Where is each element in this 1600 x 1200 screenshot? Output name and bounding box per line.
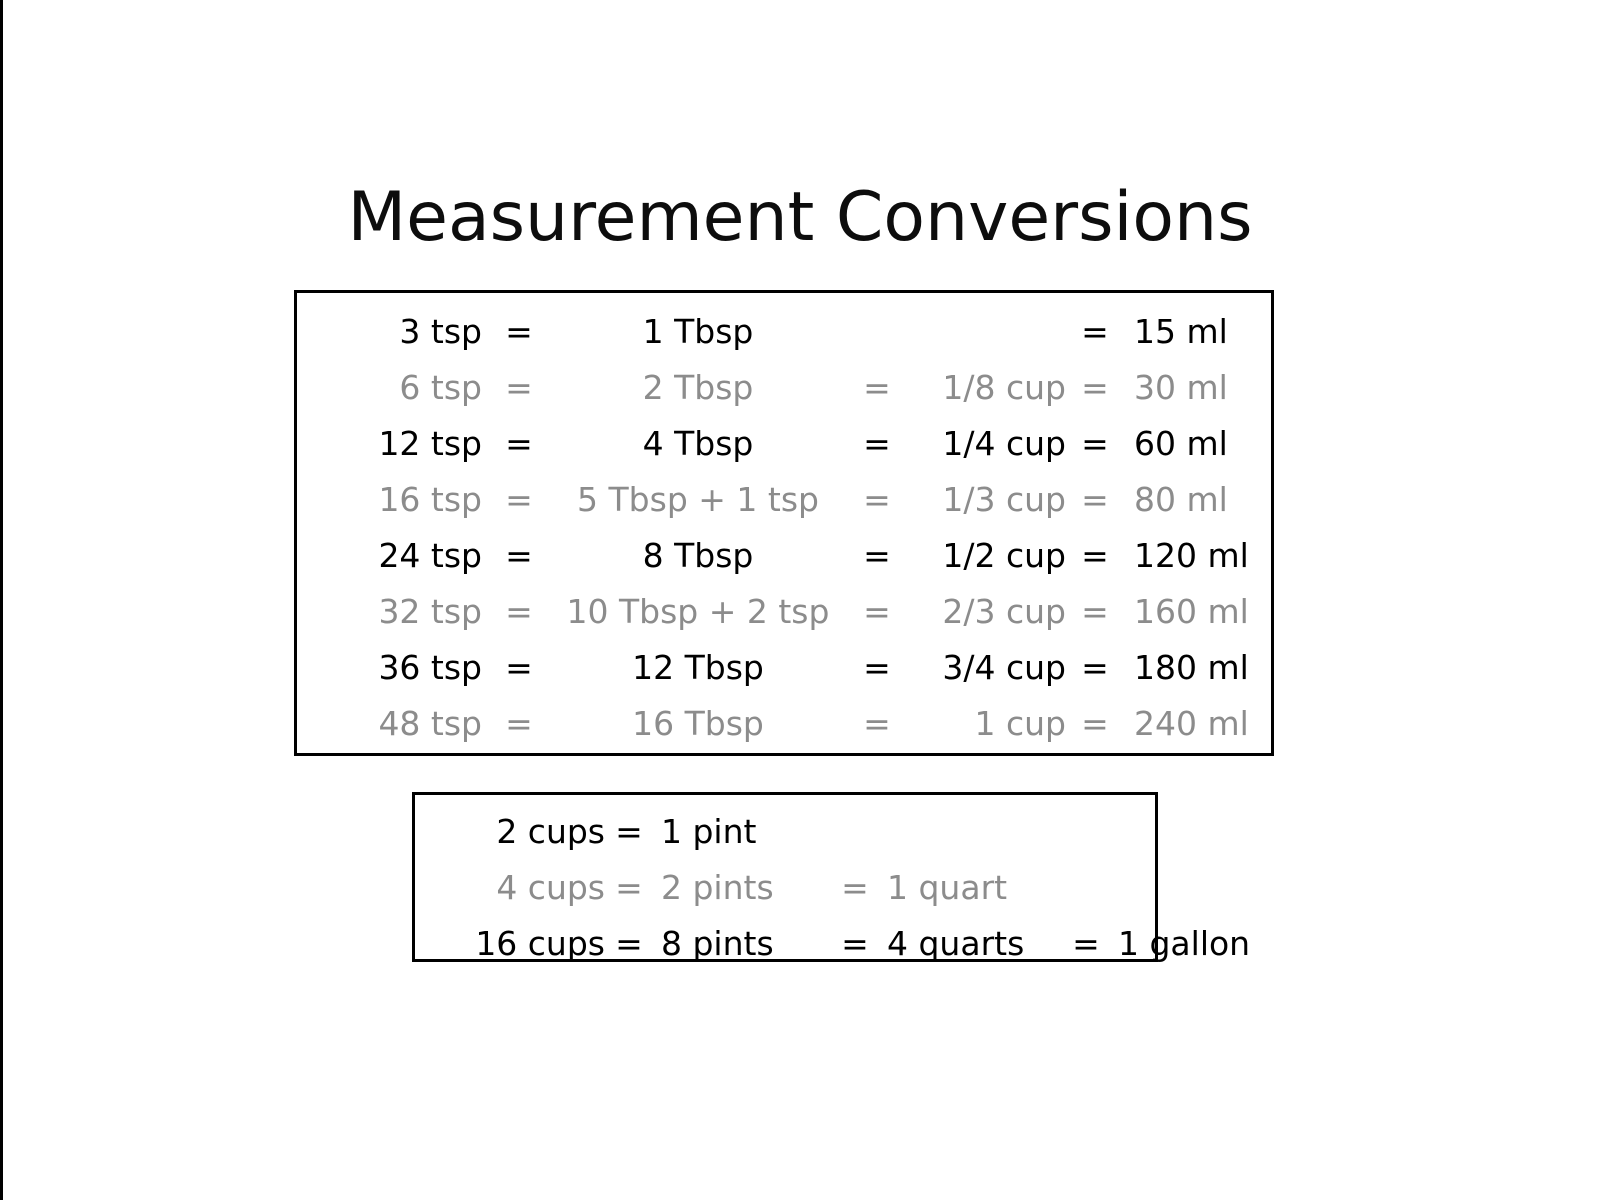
cell-equals-3: = [1081, 703, 1109, 743]
cell-tbsp: 4 Tbsp [642, 423, 754, 463]
cell-ml: 160 ml [1134, 591, 1249, 631]
cell-ml: 240 ml [1134, 703, 1249, 743]
table-row [297, 415, 1284, 471]
cell-equals-2: = [841, 923, 869, 963]
volume-conversion-box [412, 792, 1251, 963]
cell-equals-3 [1062, 859, 1110, 915]
cell-equals-1: = [505, 311, 533, 351]
teaspoon-conversion-box [294, 290, 1274, 756]
cell-equals-2: = [863, 591, 891, 631]
cell-quarts: 4 quarts [887, 923, 1025, 963]
table-row [297, 303, 1284, 359]
cell-equals-3: = [1081, 591, 1109, 631]
cell-equals-3: = [1081, 311, 1109, 351]
table-row [297, 583, 1284, 639]
cell-tsp: 48 tsp [378, 703, 482, 743]
cell-equals-1: = [505, 703, 533, 743]
cell-tsp: 32 tsp [378, 591, 482, 631]
table-row [297, 359, 1284, 415]
cell-gallons: 1 gallon [1118, 923, 1251, 963]
cell-equals-3: = [1081, 647, 1109, 687]
cell-pints: 8 pints [661, 923, 774, 963]
teaspoon-conversion-table [297, 303, 1284, 751]
cell-equals-1: = [505, 479, 533, 519]
cell-equals-1: = [615, 811, 643, 851]
cell-equals-2: = [863, 423, 891, 463]
cell-cup: 1/8 cup [942, 367, 1066, 407]
table-row [297, 471, 1284, 527]
table-row [297, 639, 1284, 695]
cell-equals-1: = [505, 647, 533, 687]
cell-pints: 2 pints [661, 867, 774, 907]
cell-gallons [1110, 803, 1288, 859]
cell-ml: 30 ml [1134, 367, 1228, 407]
cell-ml: 15 ml [1134, 311, 1228, 351]
cell-equals-1: = [615, 867, 643, 907]
cell-ml: 120 ml [1134, 535, 1249, 575]
cell-equals-3: = [1081, 423, 1109, 463]
cell-cup: 3/4 cup [942, 647, 1066, 687]
cell-equals-2: = [863, 367, 891, 407]
cell-cup: 1 cup [974, 703, 1066, 743]
page-title: Measurement Conversions [347, 178, 1253, 257]
volume-conversion-table [415, 803, 1288, 971]
cell-tbsp: 16 Tbsp [632, 703, 764, 743]
table-row [297, 695, 1284, 751]
cell-equals-1: = [505, 591, 533, 631]
cell-cups: 4 cups [496, 867, 605, 907]
cell-gallons [1110, 859, 1288, 915]
cell-equals-2 [831, 803, 879, 859]
cell-equals-1: = [505, 423, 533, 463]
cell-equals-1: = [505, 535, 533, 575]
cell-tsp: 24 tsp [378, 535, 482, 575]
cell-equals-3: = [1072, 923, 1100, 963]
cell-quarts [879, 803, 1062, 859]
cell-quarts: 1 quart [887, 867, 1008, 907]
cell-tsp: 6 tsp [399, 367, 482, 407]
cell-tsp: 16 tsp [378, 479, 482, 519]
cell-equals-2 [848, 303, 906, 359]
table-row [415, 915, 1288, 971]
cell-tbsp: 8 Tbsp [642, 535, 754, 575]
cell-equals-3: = [1081, 367, 1109, 407]
cell-tbsp: 12 Tbsp [632, 647, 764, 687]
table-row [297, 527, 1284, 583]
cell-tsp: 3 tsp [399, 311, 482, 351]
cell-tbsp: 1 Tbsp [642, 311, 754, 351]
cell-equals-2: = [863, 703, 891, 743]
cell-cup: 1/2 cup [942, 535, 1066, 575]
cell-tbsp: 2 Tbsp [642, 367, 754, 407]
cell-equals-2: = [841, 867, 869, 907]
cell-tbsp: 10 Tbsp + 2 tsp [566, 591, 830, 631]
cell-equals-2: = [863, 479, 891, 519]
cell-ml: 180 ml [1134, 647, 1249, 687]
cell-equals-1: = [505, 367, 533, 407]
cell-equals-2: = [863, 535, 891, 575]
cell-pints: 1 pint [661, 811, 757, 851]
cell-tsp: 12 tsp [378, 423, 482, 463]
cell-cup [906, 303, 1066, 359]
cell-equals-2: = [863, 647, 891, 687]
cell-ml: 60 ml [1134, 423, 1228, 463]
table-row [415, 859, 1288, 915]
cell-equals-3: = [1081, 479, 1109, 519]
cell-equals-3: = [1081, 535, 1109, 575]
cell-cup: 1/3 cup [942, 479, 1066, 519]
cell-cups: 2 cups [496, 811, 605, 851]
cell-cup: 2/3 cup [942, 591, 1066, 631]
cell-tbsp: 5 Tbsp + 1 tsp [577, 479, 819, 519]
cell-ml: 80 ml [1134, 479, 1228, 519]
cell-tsp: 36 tsp [378, 647, 482, 687]
cell-cup: 1/4 cup [942, 423, 1066, 463]
cell-equals-3 [1062, 803, 1110, 859]
table-row [415, 803, 1288, 859]
cell-equals-1: = [615, 923, 643, 963]
cell-cups: 16 cups [475, 923, 605, 963]
